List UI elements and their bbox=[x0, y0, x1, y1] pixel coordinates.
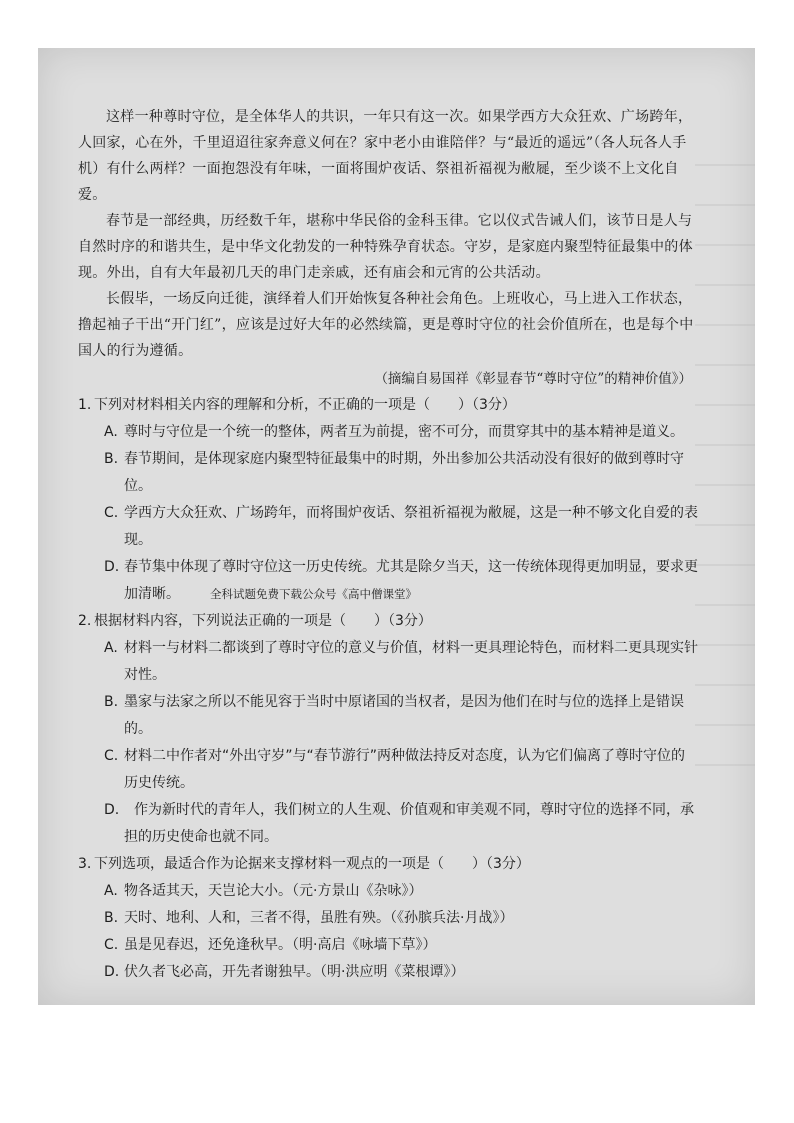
option-c[interactable]: C. 虽是见春迟，还免逢秋早。（明·高启《咏墙下草》） bbox=[104, 937, 437, 953]
option-a[interactable]: A. 物各适其天，天岂论大小。（元·方景山《杂咏》） bbox=[104, 883, 423, 899]
passage-paragraph: 这样一种尊时守位，是全体华人的共识，一年只有这一次。如果学西方大众狂欢、广场跨年，人回家，心在外，千里迢迢往家奔意义何在？家中老小由谁陪伴？与“最近的遥远”（各人玩各人手机）有什么两样？一面抱怨没有年味，一面将围炉夜话、祭祖祈福视为敝屣，至少谈不上文化自爱。 bbox=[78, 109, 693, 203]
bleed-through-text bbox=[695, 138, 755, 778]
option-c[interactable]: C. 材料二中作者对“外出守岁”与“春节游行”两种做法持反对态度，认为它们偏离了尊时守位的历史传统。 bbox=[104, 748, 686, 791]
question-stem: 2. 根据材料内容，下列说法正确的一项是（ ）（3分） bbox=[78, 608, 698, 635]
option-b[interactable]: B. 春节期间，是体现家庭内聚型特征最集中的时期，外出参加公共活动没有很好的做到尊时守位。 bbox=[104, 451, 684, 494]
option-d[interactable]: D. 春节集中体现了尊时守位这一历史传统。尤其是除夕当天，这一传统体现得更加明显，要求更加清晰。 全科试题免费下载公众号《高中僧课堂》 bbox=[104, 559, 698, 602]
question-stem: 3. 下列选项，最适合作为论据来支撑材料一观点的一项是（ ）（3分） bbox=[78, 851, 698, 878]
question-number: 3. bbox=[78, 856, 92, 872]
question-3 bbox=[78, 851, 698, 986]
question-1 bbox=[78, 392, 698, 608]
question-stem: 1. 下列对材料相关内容的理解和分析，不正确的一项是（ ）（3分） bbox=[78, 392, 698, 419]
question-number: 1. bbox=[78, 397, 92, 413]
passage-source: （摘编自易国祥《彰显春节“尊时守位”的精神价值》） bbox=[374, 371, 692, 387]
option-d[interactable]: D. 伏久者飞必高，开先者谢独早。（明·洪应明《菜根谭》） bbox=[104, 964, 465, 980]
question-number: 2. bbox=[78, 613, 92, 629]
watermark: 全科试题免费下载公众号《高中僧课堂》 bbox=[210, 587, 417, 601]
passage-paragraph: 春节是一部经典，历经数千年，堪称中华民俗的金科玉律。它以仪式告诫人们，该节日是人与自然时序的和谐共生，是中华文化勃发的一种特殊孕育状态。守岁，是家庭内聚型特征最集中的体现。外出，自有大年最初几天的串门走亲戚，还有庙会和元宵的公共活动。 bbox=[78, 213, 693, 281]
page-content bbox=[78, 104, 698, 986]
option-a[interactable]: A. 尊时与守位是一个统一的整体，两者互为前提，密不可分，而贯穿其中的基本精神是道义。 bbox=[104, 424, 684, 440]
option-b[interactable]: B. 墨家与法家之所以不能见容于当时中原诸国的当权者，是因为他们在时与位的选择上是错误的。 bbox=[104, 694, 684, 737]
question-2 bbox=[78, 608, 698, 851]
option-a[interactable]: A. 材料一与材料二都谈到了尊时守位的意义与价值，材料一更具理论特色，而材料二更具现实针对性。 bbox=[104, 640, 698, 683]
option-d[interactable]: D. 作为新时代的青年人，我们树立的人生观、价值观和审美观不同，尊时守位的选择不同，承担的历史使命也就不同。 bbox=[104, 802, 694, 845]
passage-paragraph: 长假毕，一场反向迁徙，演绎着人们开始恢复各种社会角色。上班收心，马上进入工作状态，撸起袖子干出“开门红”，应该是过好大年的必然续篇，更是尊时守位的社会价值所在，也是每个中国人的行为遵循。 bbox=[78, 291, 694, 359]
option-c[interactable]: C. 学西方大众狂欢、广场跨年，而将围炉夜话、祭祖祈福视为敝屣，这是一种不够文化自爱的表现。 bbox=[104, 505, 698, 548]
option-b[interactable]: B. 天时、地利、人和，三者不得，虽胜有殃。（《孙膑兵法·月战》） bbox=[104, 910, 514, 926]
